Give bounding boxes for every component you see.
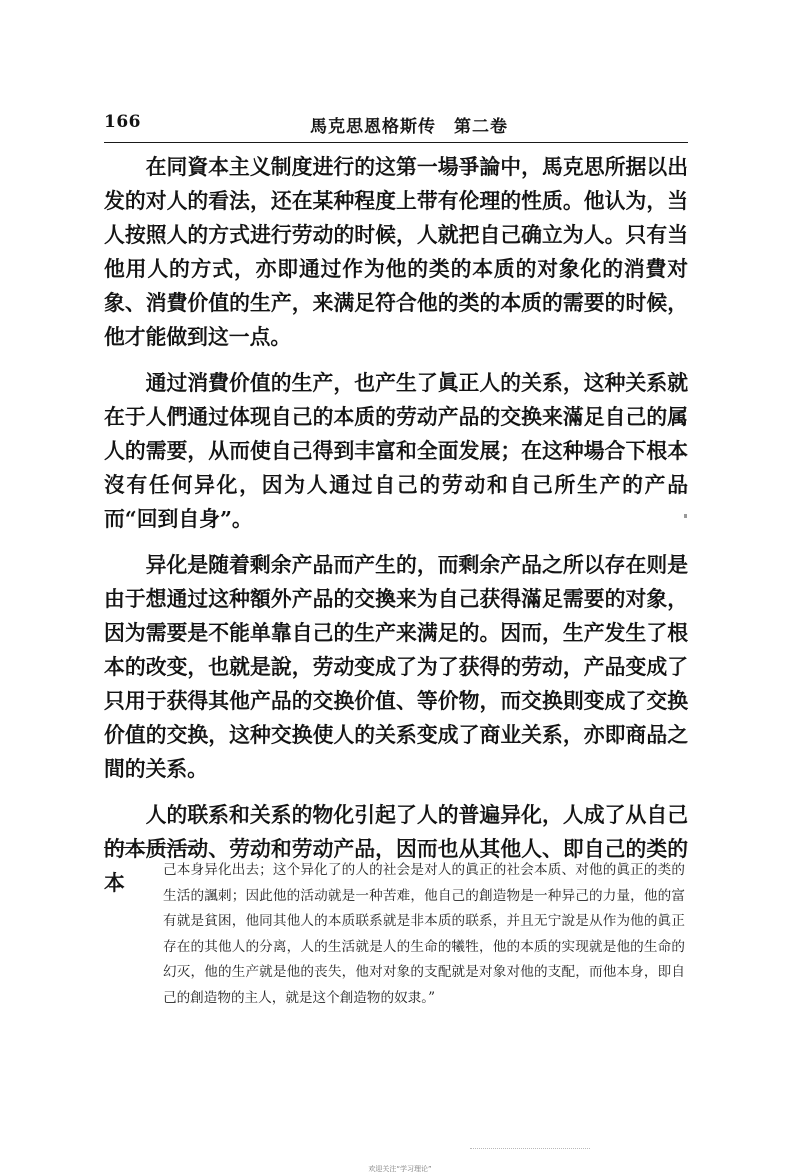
scan-speck bbox=[684, 514, 687, 518]
footnote-text: 己本身异化出去；这个异化了的人的社会是对人的眞正的社会本质、对他的眞正的类的生活的諷刺；因此他的活动就是一种苦难，他自己的創造物是一种异己的力量，他的富有就是貧困，他同其他人的本质联系就是非本质的联系，并且无宁說是从作为他的眞正存在的其他人的分离，人的生活就是人的生命的犧牲，他的本质的实现就是他的生命的幻灭，他的生产就是他的丧失，他对对象的支配就是对象对他的支配，而他本身，即自己的創造物的主人，就是这个創造物的奴隶。” bbox=[163, 862, 685, 1006]
scan-specks bbox=[470, 1148, 590, 1155]
page-number: 166 bbox=[104, 112, 141, 132]
paragraph: 在同資本主义制度进行的这第一場爭論中，馬克思所据以出发的对人的看法，还在某种程度上带有伦理的性质。他认为，当人按照人的方式进行劳动的时候，人就把自己确立为人。只有当他用人的方式，亦即通过作为他的类的本质的对象化的消費对象、消費价值的生产，来满足符合他的类的本质的需要的时候，他才能做到这一点。 bbox=[104, 154, 688, 349]
header-rule bbox=[104, 142, 688, 143]
footnote-rule bbox=[104, 847, 204, 848]
watermark: 欢迎关注“学习理论” bbox=[368, 1165, 432, 1173]
footnote bbox=[163, 858, 685, 1011]
main-text bbox=[104, 150, 688, 912]
paragraph: 通过消費价值的生产，也产生了眞正人的关系，这种关系就在于人們通过体现自己的本质的劳动产品的交换来滿足自己的属人的需要，从而使自己得到丰富和全面发展；在这种場合下根本沒有任何异化，因为人通过自己的劳动和自己所生产的产品而“回到自身”。 bbox=[104, 370, 688, 531]
paragraph: 人的联系和关系的物化引起了人的普遍异化，人成了从自己的本质活动、劳动和劳动产品，因而也从其他人、即自己的类的本 bbox=[104, 802, 688, 895]
paragraph: 异化是随着剩余产品而产生的，而剩余产品之所以存在则是由于想通过这种額外产品的交換来为自己获得滿足需要的对象，因为需要是不能单靠自己的生产来满足的。因而，生产发生了根本的改变，也就是說，劳动变成了为了获得的劳动，产品变成了只用于获得其他产品的交换价值、等价物，而交换則变成了交换价值的交换，这种交换使人的关系变成了商业关系，亦即商品之間的关系。 bbox=[104, 552, 688, 781]
page-header bbox=[104, 110, 688, 140]
running-head: 馬克思恩格斯传 第二卷 bbox=[310, 117, 508, 137]
